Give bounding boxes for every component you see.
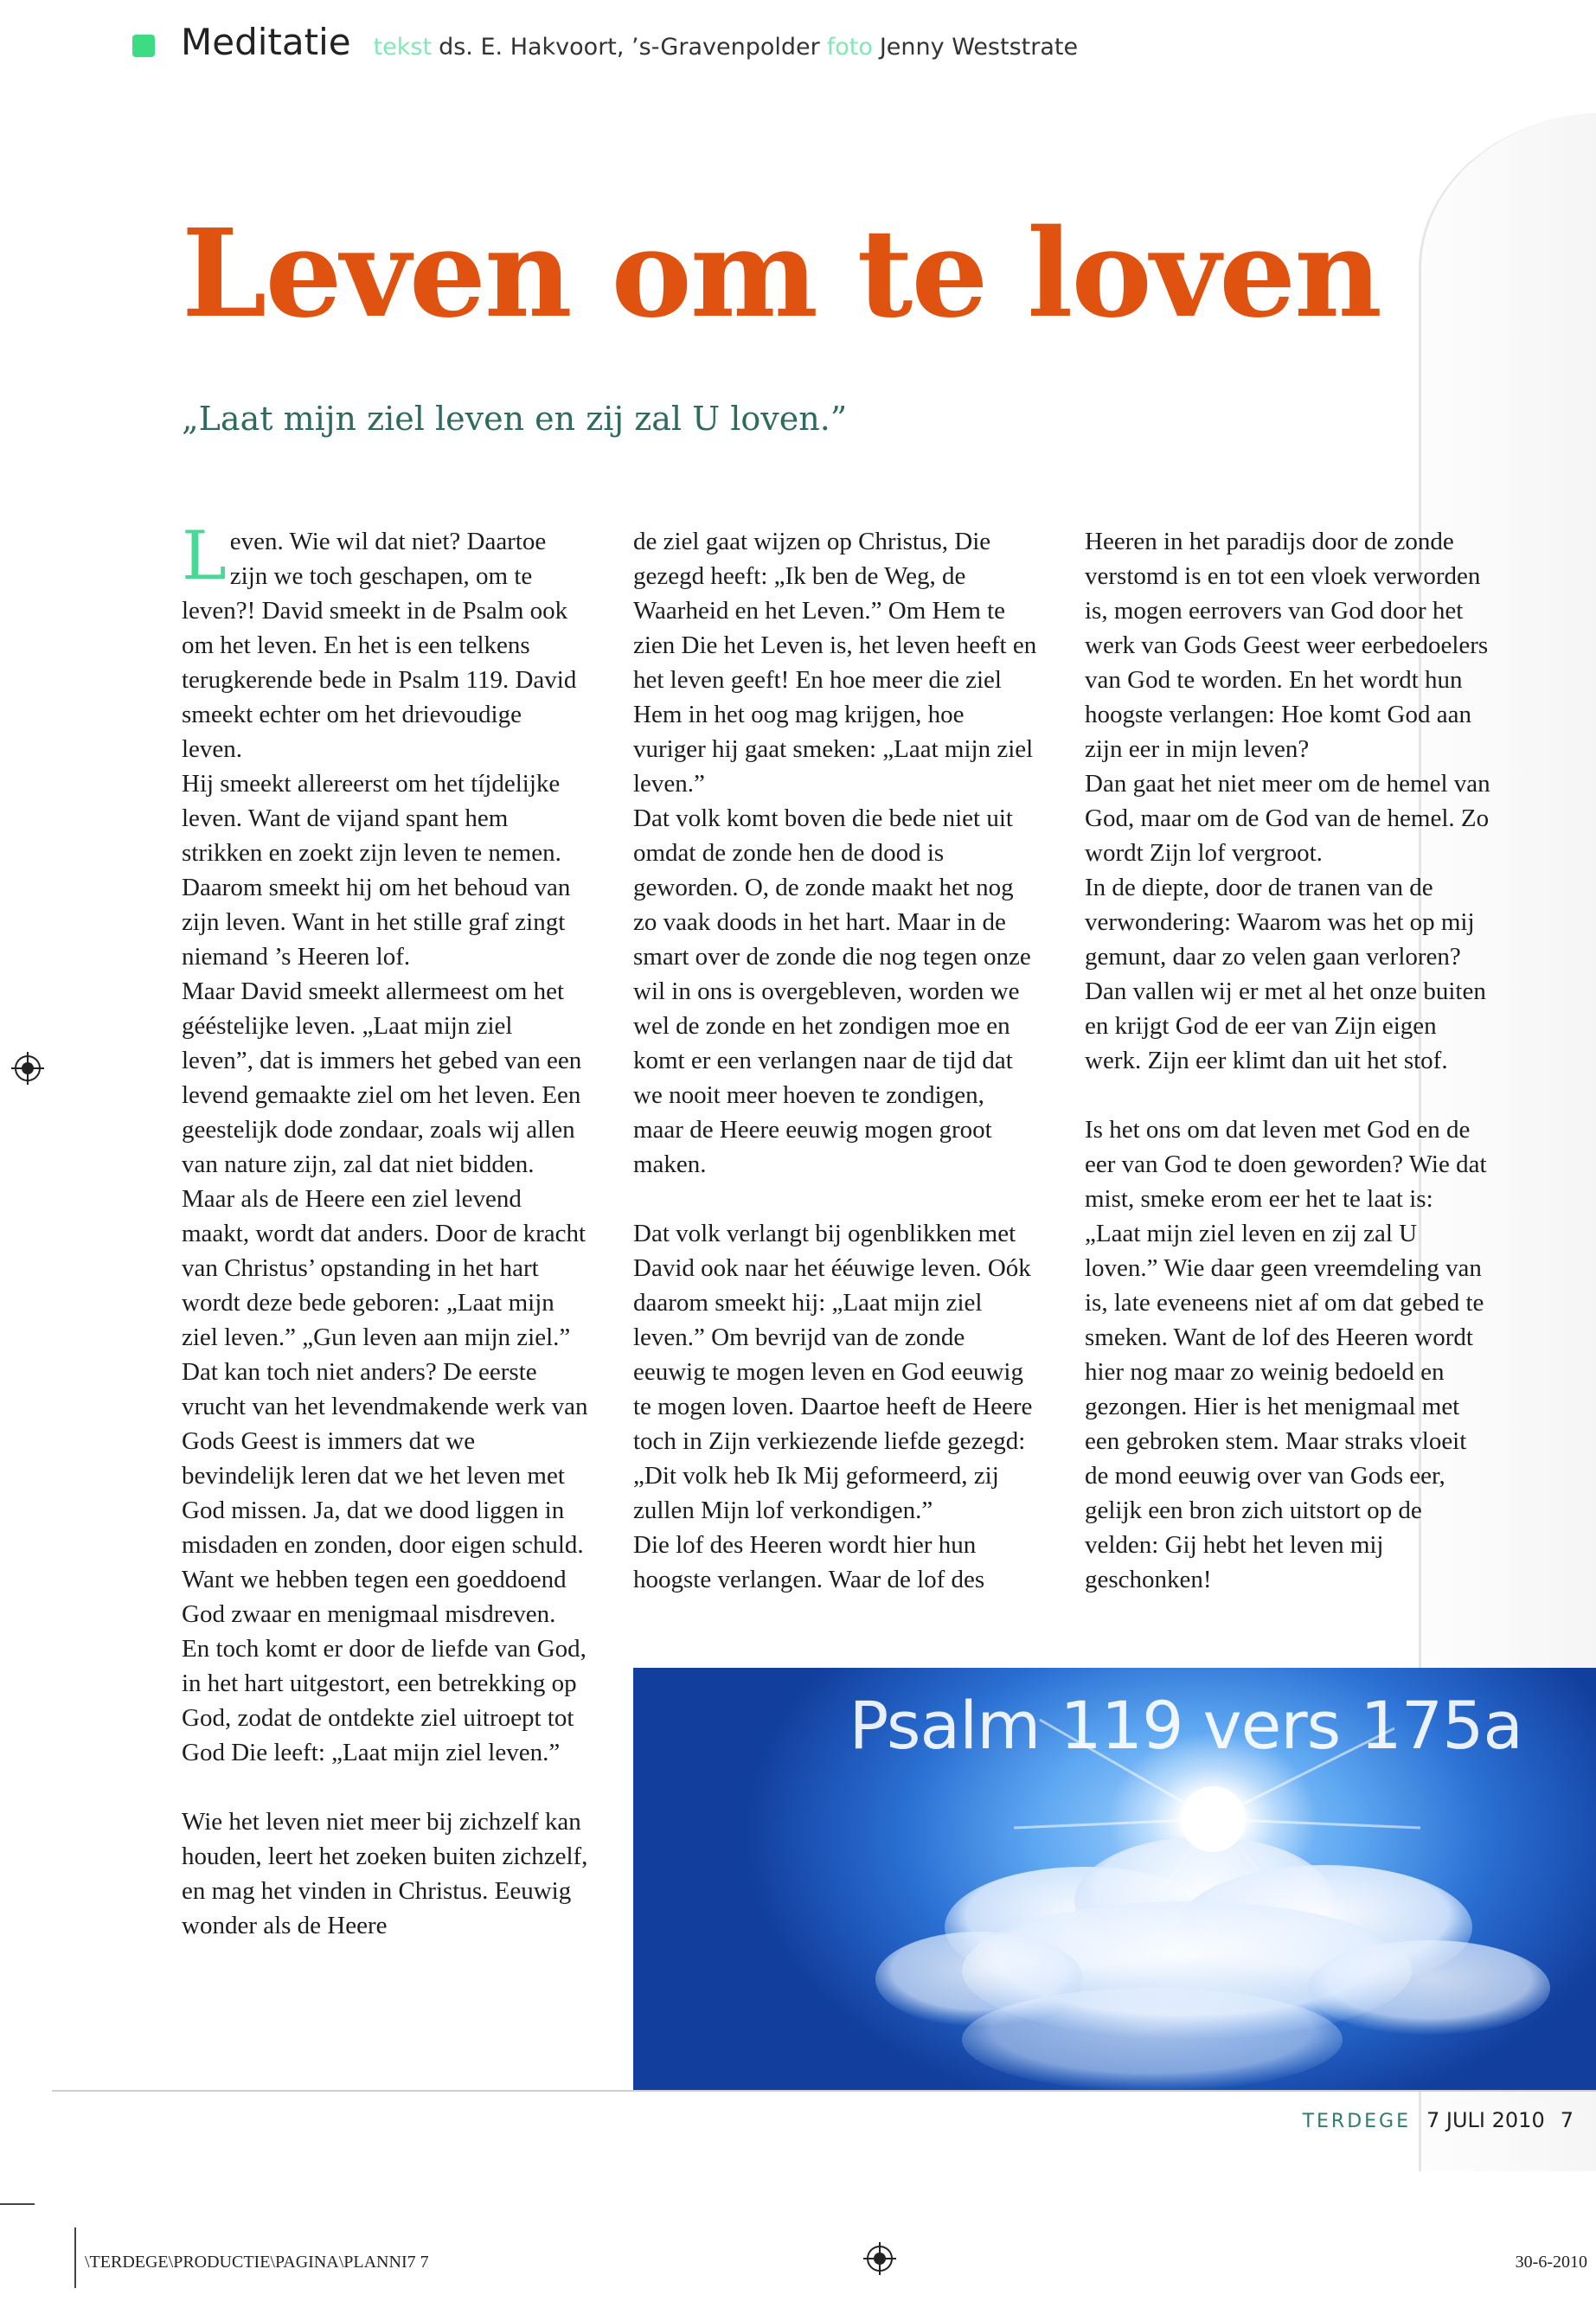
paragraph: Dat volk verlangt bij ogenblikken met David ook naar het ééuwige leven. Oók daarom smeekt hij: „Laat mijn ziel leven.” Om bevrijd van de zonde eeuwig te mogen leven en God eeuwig te mogen loven. Daartoe heeft de Heere toch in Zijn verkiezende liefde gezegd: „Dit volk heb Ik Mij geformeerd, zij zullen Mijn lof verkondigen.” [633,1220,1033,1524]
paragraph: Wie het leven niet meer bij zichzelf kan houden, leert het zoeken buiten zichzelf, en mag het vinden in Christus. Eeuwig wonder als de Heere [182,1808,588,1939]
paragraph-text: even. Wie wil dat niet? Daartoe zijn we toch geschapen, om te leven?! David smeekt in de Psalm ook om het leven. En het is een telkens terugkerende bede in Psalm 119. David smeekt echter om het drievoudige leven. [182,528,577,763]
registration-mark-icon [11,1052,44,1085]
section-marker-icon [132,35,155,57]
paragraph: de ziel gaat wijzen op Christus, Die gezegd heeft: „Ik ben de Weg, de Waarheid en het Leven.” Om Hem te zien Die het Leven is, het leven heeft en het leven geeft! En hoe meer die ziel Hem in het oog mag krijgen, hoe vuriger hij gaat smeken: „Laat mijn ziel leven.” [633,528,1037,798]
page-number: 7 [1560,2108,1574,2132]
paragraph: Maar David smeekt allermeest om het gééstelijke leven. „Laat mijn ziel leven”, dat is immers het gebed van een levend gemaakte ziel om het leven. Een geestelijk dode zondaar, zoals wij allen van nature zijn, zal dat niet bidden. Maar als de Heere een ziel levend maakt, wordt dat anders. Door de kracht van Christus’ opstanding in het hart wordt deze bede geboren: „Laat mijn ziel leven.” „Gun leven aan mijn ziel.” [182,977,586,1351]
paragraph: Dat volk komt boven die bede niet uit omdat de zonde hen de dood is geworden. O, de zonde maakt het nog zo vaak doods in het hart. Maar in de smart over de zonde die nog tegen onze wil in ons is overgebleven, worden we wel de zonde en het zondigen moe en komt er een verlangen naar de tijd dat we nooit meer hoeven te zondigen, maar de Heere eeuwig mogen groot maken. [633,804,1031,1178]
article-subtitle: „Laat mijn ziel leven en zij zal U loven.” [182,400,848,438]
paragraph [182,517,588,766]
photo-credit-label: foto [826,34,873,61]
page-footer [1303,2108,1574,2132]
paragraph: Die lof des Heeren wordt hier hun hoogste verlangen. Waar de lof des [633,1531,985,1593]
crop-mark [0,2203,35,2205]
magazine-name: TERDEGE [1302,2111,1412,2132]
image-caption: Psalm 119 vers 175a [849,1687,1522,1764]
print-slug-path: \TERDEGE\PRODUCTIE\PAGINA\PLANNI7 7 [85,2253,429,2272]
drop-cap: L [182,517,227,595]
registration-mark-icon [863,2242,896,2275]
article-header [132,21,1085,63]
text-column-3 [1085,524,1491,1597]
issue-date: 7 JULI 2010 [1426,2108,1545,2132]
text-column-2 [633,524,1040,1597]
article-title: Leven om te loven [182,203,1381,345]
section-name: Meditatie [181,21,351,63]
paragraph: Is het ons om dat leven met God en de eer van God te doen geworden? Wie dat mist, smeke erom eer het te laat is: „Laat mijn ziel leven en zij zal U loven.” Wie daar geen vreemdeling van is, late eveneens niet af om dat gebed te smeken. Want de lof des Heeren wordt hier nog maar zo weinig bedoeld en gezongen. Hier is het menigmaal met een gebroken stem. Maar straks vloeit de mond eeuwig over van Gods eer, gelijk een bron zich uitstort op de velden: Gij hebt het leven mij geschonken! [1085,1116,1487,1593]
author-name: ds. E. Hakvoort, ’s-Gravenpolder [439,34,820,61]
paragraph: Dat kan toch niet anders? De eerste vrucht van het levendmakende werk van Gods Geest is immers dat we bevindelijk leren dat we het leven met God missen. Ja, dat we dood liggen in misdaden en zonden, door eigen schuld. Want we hebben tegen een goeddoend God zwaar en menigmaal misdreven. En toch komt er door de liefde van God, in het hart uitgestort, een betrekking op God, zodat de ontdekte ziel uitroept tot God Die leeft: „Laat mijn ziel leven.” [182,1358,588,1766]
footer-divider [52,2090,1596,2092]
sky-photo [633,1668,1596,2090]
print-slug-date: 30-6-2010 [1515,2253,1587,2272]
text-credit-label: tekst [373,34,433,61]
photographer-name: Jenny Weststrate [879,34,1079,61]
paragraph: Hij smeekt allereerst om het tíjdelijke leven. Want de vijand spant hem strikken en zoekt zijn leven te nemen. Daarom smeekt hij om het behoud van zijn leven. Want in het stille graf zingt niemand ’s Heeren lof. [182,770,571,971]
text-column-1 [182,517,588,1943]
crop-mark [74,2227,76,2288]
paragraph: Heeren in het paradijs door de zonde verstomd is en tot een vloek verworden is, mogen eerrovers van God door het werk van Gods Geest weer eerbedoelers van God te worden. En het wordt hun hoogste verlangen: Hoe komt God aan zijn eer in mijn leven? [1085,528,1489,763]
paragraph: Dan gaat het niet meer om de hemel van God, maar om de God van de hemel. Zo wordt Zijn lof vergroot. [1085,770,1490,867]
paragraph: In de diepte, door de tranen van de verwondering: Waarom was het op mij gemunt, daar zo velen gaan verloren? Dan vallen wij er met al het onze buiten en krijgt God de eer van Zijn eigen werk. Zijn eer klimt dan uit het stof. [1085,874,1486,1074]
